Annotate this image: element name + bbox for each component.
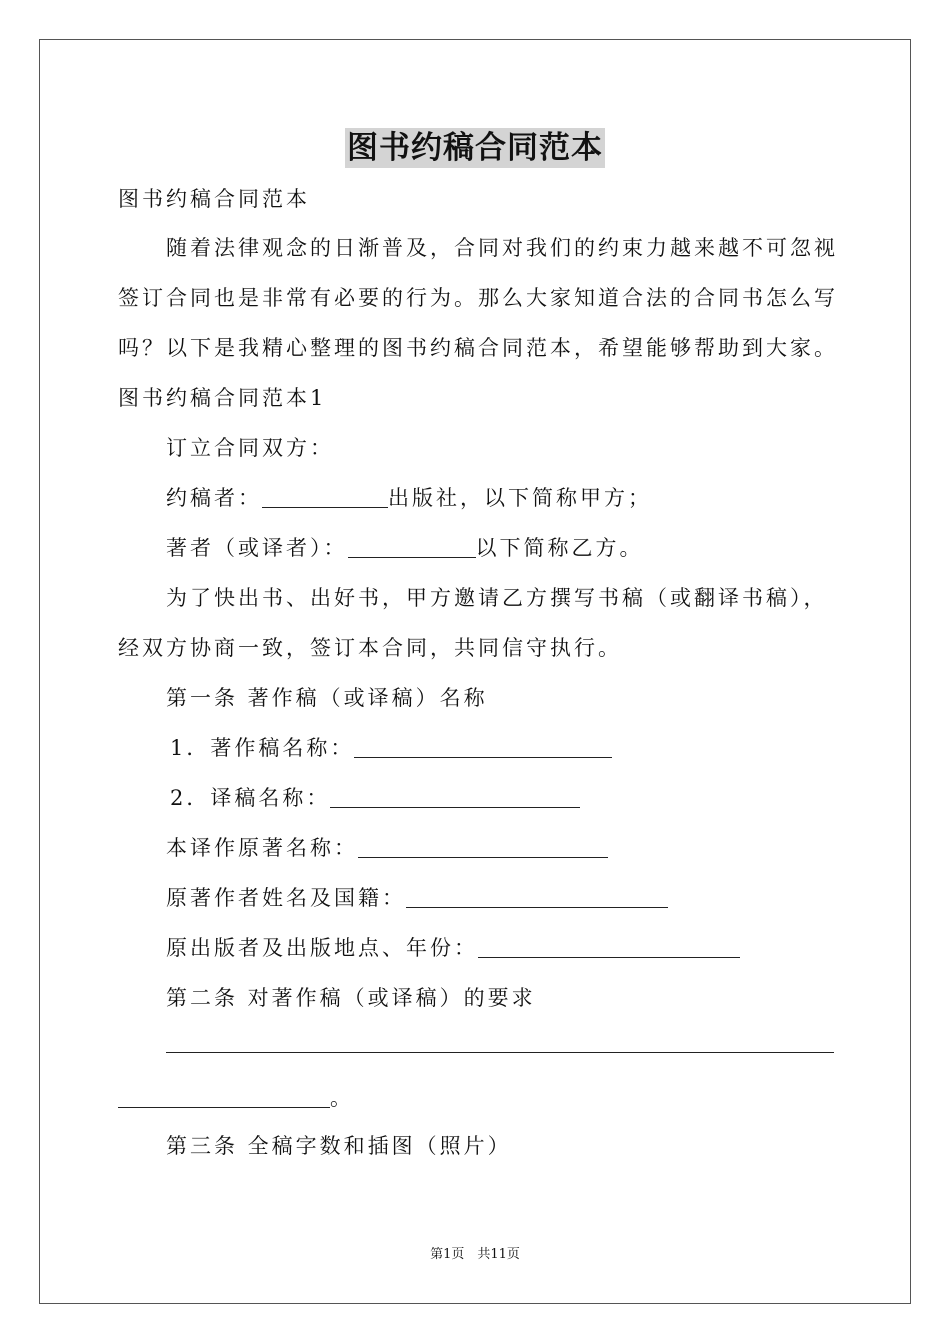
article1-item1 bbox=[170, 733, 612, 763]
item4-label: 原著作者姓名及国籍： bbox=[166, 886, 406, 910]
document-title: 图书约稿合同范本 bbox=[347, 130, 603, 166]
item2-blank bbox=[330, 785, 580, 808]
section-heading: 图书约稿合同范本1 bbox=[118, 386, 327, 410]
page-border bbox=[39, 39, 911, 1304]
party-a-blank bbox=[262, 485, 388, 508]
article2-end-mark: 。 bbox=[330, 1086, 354, 1110]
party-a-suffix: 出版社，以下简称甲方； bbox=[388, 486, 652, 510]
item3-label: 本译作原著名称： bbox=[166, 836, 358, 860]
title-container bbox=[0, 128, 950, 168]
item5-label: 原出版者及出版地点、年份： bbox=[166, 936, 478, 960]
subtitle: 图书约稿合同范本 bbox=[118, 187, 310, 211]
intro-line-2: 签订合同也是非常有必要的行为。那么大家知道合法的合同书怎么写 bbox=[118, 286, 838, 310]
article2-end-blank bbox=[118, 1085, 330, 1108]
intro-line-1: 随着法律观念的日渐普及，合同对我们的约束力越来越不可忽视 bbox=[166, 236, 838, 260]
purpose-line-1: 为了快出书、出好书，甲方邀请乙方撰写书稿（或翻译书稿）， bbox=[166, 586, 828, 610]
article1-item4 bbox=[166, 883, 668, 913]
item4-blank bbox=[406, 885, 668, 908]
article2-blank-rule bbox=[166, 1052, 834, 1053]
article1-item5 bbox=[166, 933, 740, 963]
article1-heading: 第一条 著作稿（或译稿）名称 bbox=[166, 686, 488, 710]
intro-line-3: 吗？以下是我精心整理的图书约稿合同范本，希望能够帮助到大家。 bbox=[118, 336, 838, 360]
article3-heading: 第三条 全稿字数和插图（照片） bbox=[166, 1134, 512, 1158]
item2-label: 2．译稿名称： bbox=[170, 786, 331, 810]
article2-end-line bbox=[118, 1083, 354, 1113]
party-b-prefix: 著者（或译者）： bbox=[166, 536, 348, 560]
item1-label: 1．著作稿名称： bbox=[170, 736, 355, 760]
article1-item2 bbox=[170, 783, 580, 813]
party-b-suffix: 以下简称乙方。 bbox=[475, 536, 644, 560]
party-a-prefix: 约稿者： bbox=[166, 486, 262, 510]
page-footer: 第1页 共11页 bbox=[430, 1247, 520, 1262]
article1-item3 bbox=[166, 833, 608, 863]
item3-blank bbox=[358, 835, 608, 858]
item5-blank bbox=[478, 935, 740, 958]
party-a-line bbox=[166, 483, 652, 513]
purpose-line-2: 经双方协商一致，签订本合同，共同信守执行。 bbox=[118, 636, 622, 660]
item1-blank bbox=[354, 735, 612, 758]
parties-label: 订立合同双方： bbox=[166, 436, 334, 460]
party-b-blank bbox=[348, 535, 476, 558]
article2-heading: 第二条 对著作稿（或译稿）的要求 bbox=[166, 986, 536, 1010]
party-b-line bbox=[166, 533, 644, 563]
